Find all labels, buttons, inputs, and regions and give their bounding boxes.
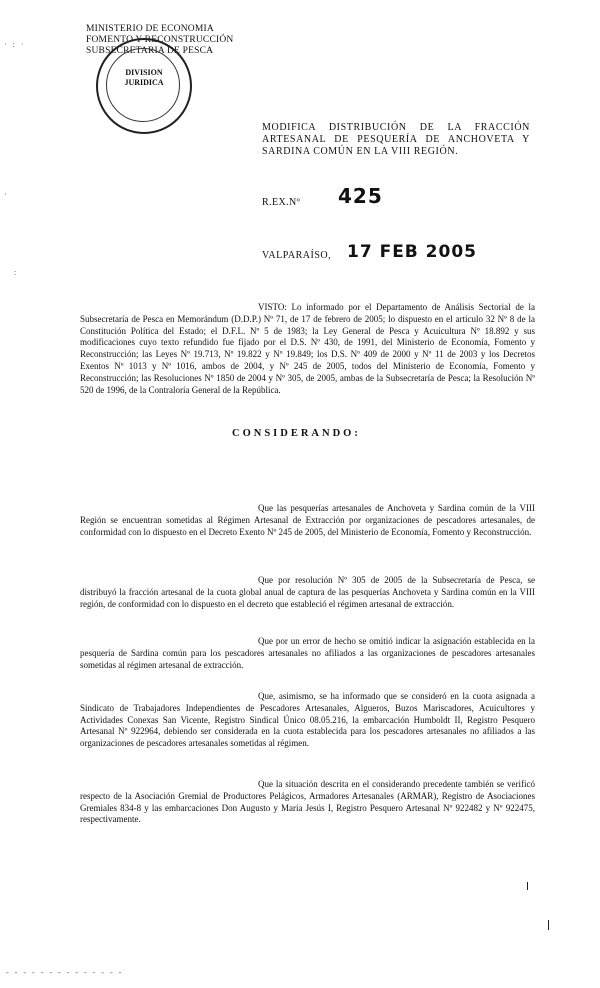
considerando-paragraph-5 (80, 779, 535, 826)
considerando-paragraph-4 (80, 691, 535, 750)
stamp-text (114, 68, 174, 88)
scan-mark (527, 882, 528, 890)
scan-artifact-dots: · : · (4, 40, 26, 49)
paragraph-text: Que, asimismo, se ha informado que se consideró en la cuota asignada a Sindicato de Trabajadores Independientes de Pescadores Artesanales, Algueros, Buzos Mariscadores, Acuicultores y Actividades Conexas San Vicente, Registro Sindical Único 08.05.216, la embarcación Humboldt II, Registro Pesquero Artesanal Nº 922964, debiendo ser considerada en la cuota establecida para los pescadores artesanales no afiliados a las organizaciones de pescadores artesanales sometidas al régimen. (80, 691, 535, 749)
header-ministry: MINISTERIO DE ECONOMIA (86, 24, 214, 34)
scan-mark (548, 920, 549, 930)
division-juridica-stamp (96, 38, 192, 134)
scan-artifact-dots: : (14, 268, 19, 277)
considerando-paragraph-1 (80, 503, 535, 538)
stamp-line-division: DIVISION (125, 68, 163, 77)
scan-artifact-dots: · (4, 190, 9, 199)
paragraph-text: Que por resolución Nº 305 de 2005 de la Subsecretaría de Pesca, se distribuyó la fracción artesanal de la cuota global anual de captura de las pesquerías Anchoveta y Sardina común en la VIII región, de conformidad con lo dispuesto en el decreto que estableció el régimen artesanal de extracción. (80, 575, 535, 609)
considerando-paragraph-3 (80, 636, 535, 671)
document-title: MODIFICA DISTRIBUCIÓN DE LA FRACCIÓN ARTESANAL DE PESQUERÍA DE ANCHOVETA Y SARDINA COMÚN EN LA VIII REGIÓN. (262, 122, 530, 157)
visto-paragraph (80, 302, 535, 396)
place-label: VALPARAÍSO, (262, 250, 332, 261)
paragraph-text: Que la situación descrita en el considerando precedente también se verificó respecto de la Asociación Gremial de Productores Pelágicos, Armadores Artesanales (ARMAR), Registro de Asociaciones Gremiales 834-8 y las embarcaciones Don Augusto y María Jesús I, Registro Pesquero Artesanal Nº 922482 y Nº 922475, respectivamente. (80, 779, 535, 825)
considerando-heading: CONSIDERANDO: (232, 428, 361, 439)
visto-text: VISTO: Lo informado por el Departamento de Análisis Sectorial de la Subsecretaría de Pesca en Memorándum (D.D.P.) Nº 71, de 17 de febrero de 2005; lo dispuesto en el artículo 32 Nº 8 de la Constitución Política del Estado; el D.F.L. Nº 5 de 1983; la Ley General de Pesca y Acuicultura Nº 18.892 y sus modificaciones cuyo texto refundido fue fijado por el D.S. Nº 430, de 1991, del Ministerio de Economía, Fomento y Reconstrucción; las Leyes Nº 19.713, Nº 19.822 y Nº 19.849; los D.S. Nº 409 de 2000 y Nº 11 de 2003 y los Decretos Exentos Nº 1013 y Nº 1016, ambos de 2004, y Nº 245 de 2005, todos del Ministerio de Economía, Fomento y Reconstrucción; las Resoluciones Nº 1850 de 2004 y Nº 305, de 2005, ambas de la Subsecretaría de Pesca; la Resolución Nº 520 de 1996, de la Contraloría General de la República. (80, 302, 535, 395)
header-ministry-sub: FOMENTO Y RECONSTRUCCIÓN (86, 35, 234, 45)
paragraph-text: Que las pesquerías artesanales de Anchoveta y Sardina común de la VIII Región se encuentran sometidas al Régimen Artesanal de Extracción por organizaciones de pescadores artesanales, de conformidad con lo dispuesto en el Decreto Exento Nº 245 de 2005, del Ministerio de Economía, Fomento y Reconstrucción. (80, 503, 535, 537)
stamp-line-juridica: JURIDICA (124, 78, 164, 87)
considerando-paragraph-2 (80, 575, 535, 610)
resolution-number: 425 (338, 184, 383, 208)
date-stamp: 17 FEB 2005 (347, 242, 477, 262)
paragraph-text: Que por un error de hecho se omitió indicar la asignación establecida en la pesquería de Sardina común para los pescadores artesanales no afiliados a las organizaciones de pescadores artesanales sometidas al régimen artesanal de extracción. (80, 636, 535, 670)
resolution-label: R.EX.Nº (262, 197, 301, 208)
header-subsecretaria: SUBSECRETARIA DE PESCA (86, 46, 214, 56)
scan-artifact-dashes: - - - - - - - - - - - - - - (6, 968, 124, 977)
